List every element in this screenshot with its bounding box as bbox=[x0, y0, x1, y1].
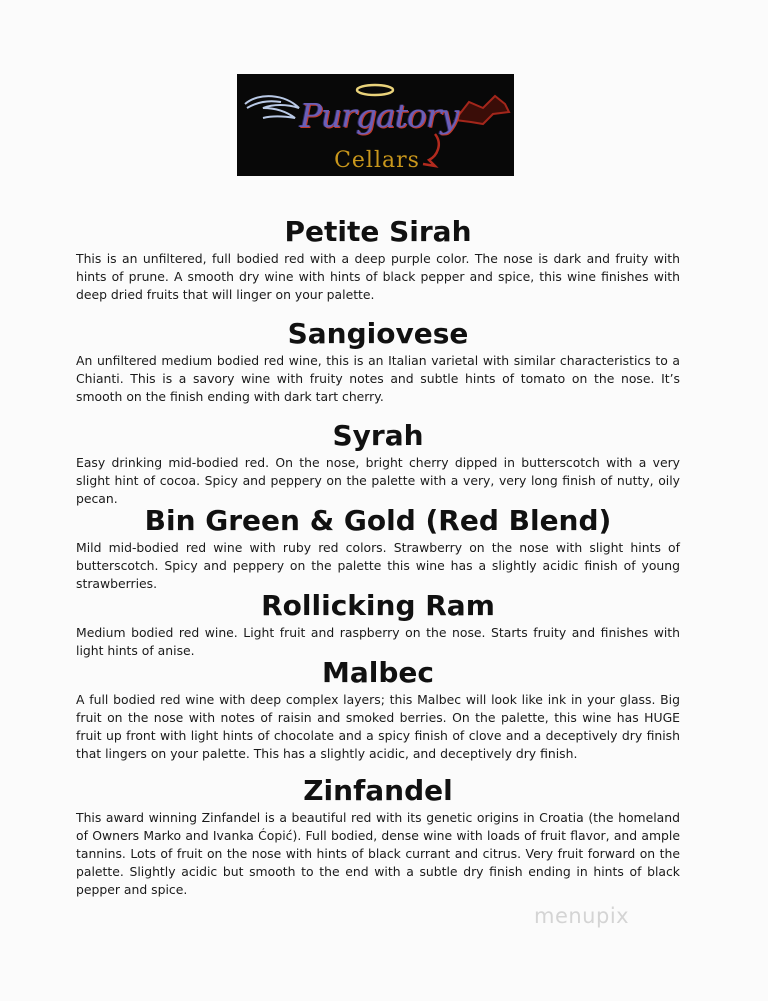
wine-description: Mild mid-bodied red wine with ruby red colors. Strawberry on the nose with slight hints of butterscotch. Spicy and peppery on the palette this wine has a slightly acidic finish of young strawberries. bbox=[76, 540, 680, 591]
wine-description: Medium bodied red wine. Light fruit and raspberry on the nose. Starts fruity and finishes with light hints of anise. bbox=[76, 625, 680, 658]
wine-rollicking-ram bbox=[76, 590, 680, 660]
wine-sangiovese bbox=[76, 318, 680, 406]
logo-subtitle: Cellars bbox=[334, 148, 420, 173]
wine-bin-green-gold bbox=[76, 505, 680, 593]
wine-title: Petite Sirah bbox=[284, 215, 472, 248]
wine-description: This award winning Zinfandel is a beautiful red with its genetic origins in Croatia (the homeland of Owners Marko and Ivanka Ćopić). Full bodied, dense wine with loads of fruit flavor, and ample tannins. Lots of fruit on the nose with hints of black currant and citrus. Very fruit forward on the palette. Slightly acidic but smooth to the end with a subtle dry finish ending in hints of black pepper and spice. bbox=[76, 810, 680, 897]
wine-title: Syrah bbox=[332, 419, 424, 452]
wine-description: Easy drinking mid-bodied red. On the nose, bright cherry dipped in butterscotch with a very slight hint of cocoa. Spicy and peppery on the palette with a very, very long finish of nutty, oily pecan. bbox=[76, 455, 680, 506]
wine-title: Sangiovese bbox=[287, 317, 469, 350]
wine-title: Bin Green & Gold (Red Blend) bbox=[144, 504, 612, 537]
logo-title: Purgatory bbox=[299, 96, 459, 135]
wine-zinfandel bbox=[76, 775, 680, 899]
wine-title: Malbec bbox=[322, 656, 434, 689]
wine-description: An unfiltered medium bodied red wine, this is an Italian varietal with similar characteristics to a Chianti. This is a savory wine with fruity notes and subtle hints of tomato on the nose. It’s smooth on the finish ending with dark tart cherry. bbox=[76, 353, 680, 404]
menupix-watermark: menupix bbox=[534, 904, 630, 928]
wine-petite-sirah bbox=[76, 216, 680, 304]
halo-icon bbox=[357, 85, 393, 95]
purgatory-cellars-logo bbox=[237, 74, 514, 176]
wine-title: Rollicking Ram bbox=[261, 589, 495, 622]
wine-syrah bbox=[76, 420, 680, 508]
wine-malbec bbox=[76, 657, 680, 763]
wine-description: A full bodied red wine with deep complex layers; this Malbec will look like ink in your glass. Big fruit on the nose with notes of raisin and smoked berries. On the palette, this wine has HUGE fruit up front with light hints of chocolate and a spicy finish of clove and a deceptively dry finish that lingers on your palette. This has a slightly acidic, and deceptively dry finish. bbox=[76, 692, 680, 761]
wine-title: Zinfandel bbox=[303, 774, 453, 807]
wine-description: This is an unfiltered, full bodied red with a deep purple color. The nose is dark and fruity with hints of prune. A smooth dry wine with hints of black pepper and spice, this wine finishes with deep dried fruits that will linger on your palette. bbox=[76, 251, 680, 302]
